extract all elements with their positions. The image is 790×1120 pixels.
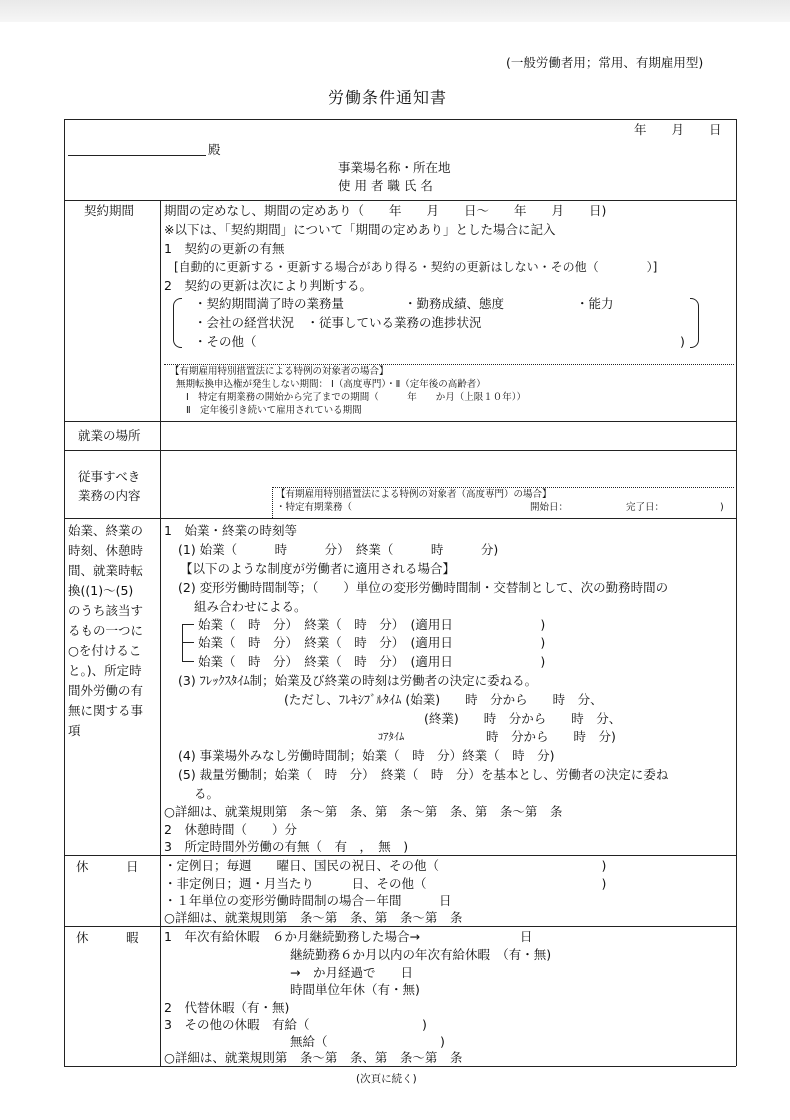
criteria-ability: ・能力 — [576, 296, 614, 311]
contract-period-label: 契約期間 — [84, 203, 135, 218]
holiday-label: 休 日 — [76, 859, 139, 874]
annual-leave: 1 年次有給休暇 ６か月継続勤務した場合→ 日 — [164, 929, 533, 944]
duty-special-heading: 【有期雇用特別措置法による特例の対象者（高度専門）の場合】 — [276, 489, 552, 500]
leave-label: 休 暇 — [76, 930, 139, 945]
special-measures-item-1: Ⅰ 特定有期業務の開始から完了までの期間（ 年 か月（上限１０年）） — [186, 392, 527, 403]
continued-note: (次頁に続く) — [356, 1073, 417, 1085]
duty-special-task: ・特定有期業務（ — [276, 502, 353, 513]
duty-special-close: ) — [720, 502, 724, 513]
criteria-left-brace — [173, 298, 182, 348]
core-time-label: ｺｱﾀｲﾑ — [378, 731, 405, 743]
criteria-performance: ・勤務成績、態度 — [404, 296, 505, 311]
criteria-right-brace — [690, 298, 699, 348]
hours-start-end: (1) 始業（ 時 分） 終業（ 時 分) — [178, 542, 499, 557]
special-section-divider — [164, 364, 734, 365]
viewer-top-bar — [0, 0, 790, 22]
duty-special-left — [272, 487, 273, 518]
hours-discretionary-cont: る。 — [194, 786, 220, 801]
workplace-label: 就業の場所 — [78, 428, 141, 443]
issue-date: 年 月 日 — [634, 122, 722, 137]
duty-special-end: 完了日： — [626, 502, 665, 513]
addressee-line — [68, 155, 206, 156]
shift-row-3: 始業（ 時 分） 終業（ 時 分） (適用日 ) — [198, 654, 546, 669]
hours-rules-detail: ○詳細は、就業規則第 条～第 条、第 条～第 条、第 条～第 条 — [164, 804, 563, 819]
hours-variable: (2) 変形労働時間制等；（ ）単位の変形労働時間制・交替制として、次の勤務時間の — [178, 580, 669, 595]
addressee-suffix: 殿 — [208, 142, 221, 157]
special-measures-heading: 【有期雇用特別措置法による特例の対象者の場合】 — [170, 366, 389, 377]
other-leave-unpaid: 無給（ ) — [290, 1034, 445, 1049]
renewal-heading: 1 契約の更新の有無 — [164, 241, 285, 256]
form-type-note: (一般労働者用；常用、有期雇用型) — [506, 55, 704, 70]
employer-name-label: 事業場名称・所在地 — [338, 160, 451, 175]
hours-system-note: 【以下のような制度が労働者に適用される場合】 — [180, 561, 456, 576]
employer-person-label: 使 用 者 職 氏 名 — [338, 178, 433, 193]
renewal-options: [自動的に更新する・更新する場合があり得る・契約の更新はしない・その他（ ）] — [174, 260, 658, 274]
holiday-rules-detail: ○詳細は、就業規則第 条～第 条、第 条～第 条 — [164, 910, 463, 925]
criteria-other: ・その他（ — [194, 334, 257, 349]
hours-variable-cont: 組み合わせによる。 — [194, 599, 307, 614]
criteria-business: ・会社の経営状況 ・従事している業務の進捗状況 — [194, 315, 482, 330]
flextime-end: (終業) 時 分から 時 分、 — [424, 711, 622, 726]
special-measures-item-2: Ⅱ 定年後引き続いて雇用されている期間 — [186, 405, 362, 416]
document-title: 労働条件通知書 — [328, 88, 448, 107]
substitute-leave: 2 代替休暇（有・無) — [164, 1000, 290, 1015]
overtime: 3 所定時間外労働の有無（ 有 ， 無 ) — [164, 839, 409, 854]
annual-leave-months: → か月経過で 日 — [290, 965, 413, 980]
hours-deemed: (4) 事業場外みなし労働時間制；始業（ 時 分）終業（ 時 分) — [178, 748, 555, 763]
duty-label-line1: 従事すべき — [78, 469, 141, 484]
duty-special-start: 開始日： — [530, 502, 569, 513]
special-measures-period: 無期転換申込権が発生しない期間： Ⅰ（高度専門）・Ⅱ（定年後の高齢者） — [176, 379, 486, 390]
criteria-workload: ・契約期間満了時の業務量 — [194, 296, 345, 311]
flextime-start: (ただし、ﾌﾚｷｼﾌﾞﾙﾀｲﾑ (始業) 時 分から 時 分、 — [284, 692, 603, 707]
renewal-criteria-heading: 2 契約の更新は次により判断する。 — [164, 278, 372, 293]
shift-row-2: 始業（ 時 分） 終業（ 時 分） (適用日 ) — [198, 635, 546, 650]
hours-discretionary: (5) 裁量労働制；始業（ 時 分） 終業（ 時 分）を基本とし、労働者の決定に委ね — [178, 767, 669, 782]
duty-label-line2: 業務の内容 — [78, 488, 141, 503]
core-time-value: 時 分から 時 分) — [486, 729, 616, 744]
contract-note: ※以下は、「契約期間」について「期間の定めあり」とした場合に記入 — [164, 222, 556, 237]
leave-rules-detail: ○詳細は、就業規則第 条～第 条、第 条～第 条 — [164, 1050, 463, 1065]
holiday-fixed: ・定例日；毎週 曜日、国民の祝日、その他（ ) — [164, 858, 607, 873]
holiday-nonfixed: ・非定例日；週・月当たり 日、その他（ ) — [164, 876, 607, 891]
hourly-leave: 時間単位年休（有・無) — [290, 982, 420, 997]
annual-leave-under6: 継続勤務６か月以内の年次有給休暇 （有・無) — [290, 947, 552, 962]
hours-flextime: (3) ﾌﾚｯｸｽﾀｲﾑ制；始業及び終業の時刻は労働者の決定に委ねる。 — [178, 673, 538, 688]
criteria-other-close: ) — [680, 334, 685, 349]
shift-row-1: 始業（ 時 分） 終業（ 時 分） (適用日 ) — [198, 617, 546, 632]
holiday-annual: ・１年単位の変形労働時間制の場合－年間 日 — [164, 893, 452, 908]
hours-heading: 1 始業・終業の時刻等 — [164, 523, 297, 538]
contract-period-line: 期間の定めなし、期間の定めあり（ 年 月 日～ 年 月 日) — [164, 203, 607, 218]
break-time: 2 休憩時間（ ）分 — [164, 822, 297, 837]
duty-special-top — [272, 487, 734, 488]
other-leave-paid: 3 その他の休暇 有給（ ) — [164, 1017, 427, 1032]
